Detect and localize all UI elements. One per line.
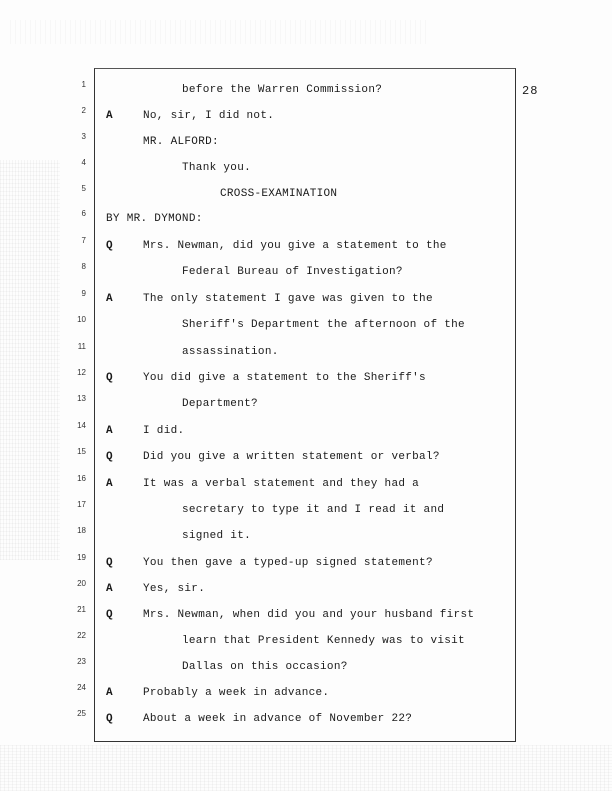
- transcript-line-text: Did you give a written statement or verbal?: [143, 451, 440, 463]
- line-number: 11: [77, 342, 86, 351]
- transcript-line-text: Yes, sir.: [143, 583, 206, 595]
- line-number: 7: [81, 236, 86, 245]
- transcript-line-text: before the Warren Commission?: [182, 84, 383, 96]
- speaker-label: A: [106, 687, 113, 699]
- line-number: 19: [77, 553, 86, 562]
- line-number: 8: [81, 262, 86, 271]
- line-number: 4: [81, 158, 86, 167]
- line-number: 23: [77, 657, 86, 666]
- transcript-line-text: About a week in advance of November 22?: [143, 713, 413, 725]
- speaker-label: A: [106, 425, 113, 437]
- page-number: 28: [522, 84, 539, 98]
- speaker-label: Q: [106, 451, 113, 463]
- speaker-label: A: [106, 583, 113, 595]
- line-number: 10: [77, 315, 86, 324]
- transcript-line-text: BY MR. DYMOND:: [106, 213, 203, 225]
- transcript-line-text: CROSS-EXAMINATION: [220, 188, 338, 200]
- line-number: 5: [81, 184, 86, 193]
- line-number: 12: [77, 368, 86, 377]
- scan-noise-left: [0, 160, 60, 560]
- speaker-label: Q: [106, 713, 113, 725]
- transcript-line-text: It was a verbal statement and they had a: [143, 478, 420, 490]
- line-number: 22: [77, 631, 86, 640]
- speaker-label: Q: [106, 240, 113, 252]
- transcript-line-text: The only statement I gave was given to the: [143, 293, 433, 305]
- transcript-line-text: learn that President Kennedy was to visit: [182, 635, 465, 647]
- transcript-line-text: No, sir, I did not.: [143, 110, 275, 122]
- scan-noise-top: [10, 20, 430, 44]
- line-number: 15: [77, 447, 86, 456]
- transcript-line-text: secretary to type it and I read it and: [182, 504, 445, 516]
- transcript-line-text: Sheriff's Department the afternoon of the: [182, 319, 465, 331]
- transcript-line-text: Mrs. Newman, did you give a statement to the: [143, 240, 447, 252]
- speaker-label: A: [106, 478, 113, 490]
- speaker-label: Q: [106, 372, 113, 384]
- line-number: 21: [77, 605, 86, 614]
- transcript-line-text: signed it.: [182, 530, 252, 542]
- line-number: 1: [81, 80, 86, 89]
- transcript-line-text: You then gave a typed-up signed statement?: [143, 557, 433, 569]
- line-number: 2: [81, 106, 86, 115]
- line-number: 18: [77, 526, 86, 535]
- transcript-line-text: Federal Bureau of Investigation?: [182, 266, 403, 278]
- speaker-label: A: [106, 110, 113, 122]
- transcript-line-text: Dallas on this occasion?: [182, 661, 348, 673]
- transcript-line-text: I did.: [143, 425, 185, 437]
- line-number: 6: [81, 209, 86, 218]
- transcript-line-text: Probably a week in advance.: [143, 687, 330, 699]
- line-number: 16: [77, 474, 86, 483]
- line-number: 13: [77, 394, 86, 403]
- transcript-line-text: Department?: [182, 398, 258, 410]
- line-number: 20: [77, 579, 86, 588]
- speaker-label: Q: [106, 609, 113, 621]
- line-number: 9: [81, 289, 86, 298]
- line-number: 17: [77, 500, 86, 509]
- transcript-line-text: MR. ALFORD:: [143, 136, 219, 148]
- transcript-line-text: assassination.: [182, 346, 279, 358]
- scan-noise-bottom: [0, 745, 612, 791]
- line-number: 3: [81, 132, 86, 141]
- speaker-label: Q: [106, 557, 113, 569]
- transcript-line-text: Thank you.: [182, 162, 252, 174]
- line-number: 14: [77, 421, 86, 430]
- transcript-line-text: You did give a statement to the Sheriff's: [143, 372, 426, 384]
- transcript-line-text: Mrs. Newman, when did you and your husband first: [143, 609, 475, 621]
- line-number: 25: [77, 709, 86, 718]
- speaker-label: A: [106, 293, 113, 305]
- line-number: 24: [77, 683, 86, 692]
